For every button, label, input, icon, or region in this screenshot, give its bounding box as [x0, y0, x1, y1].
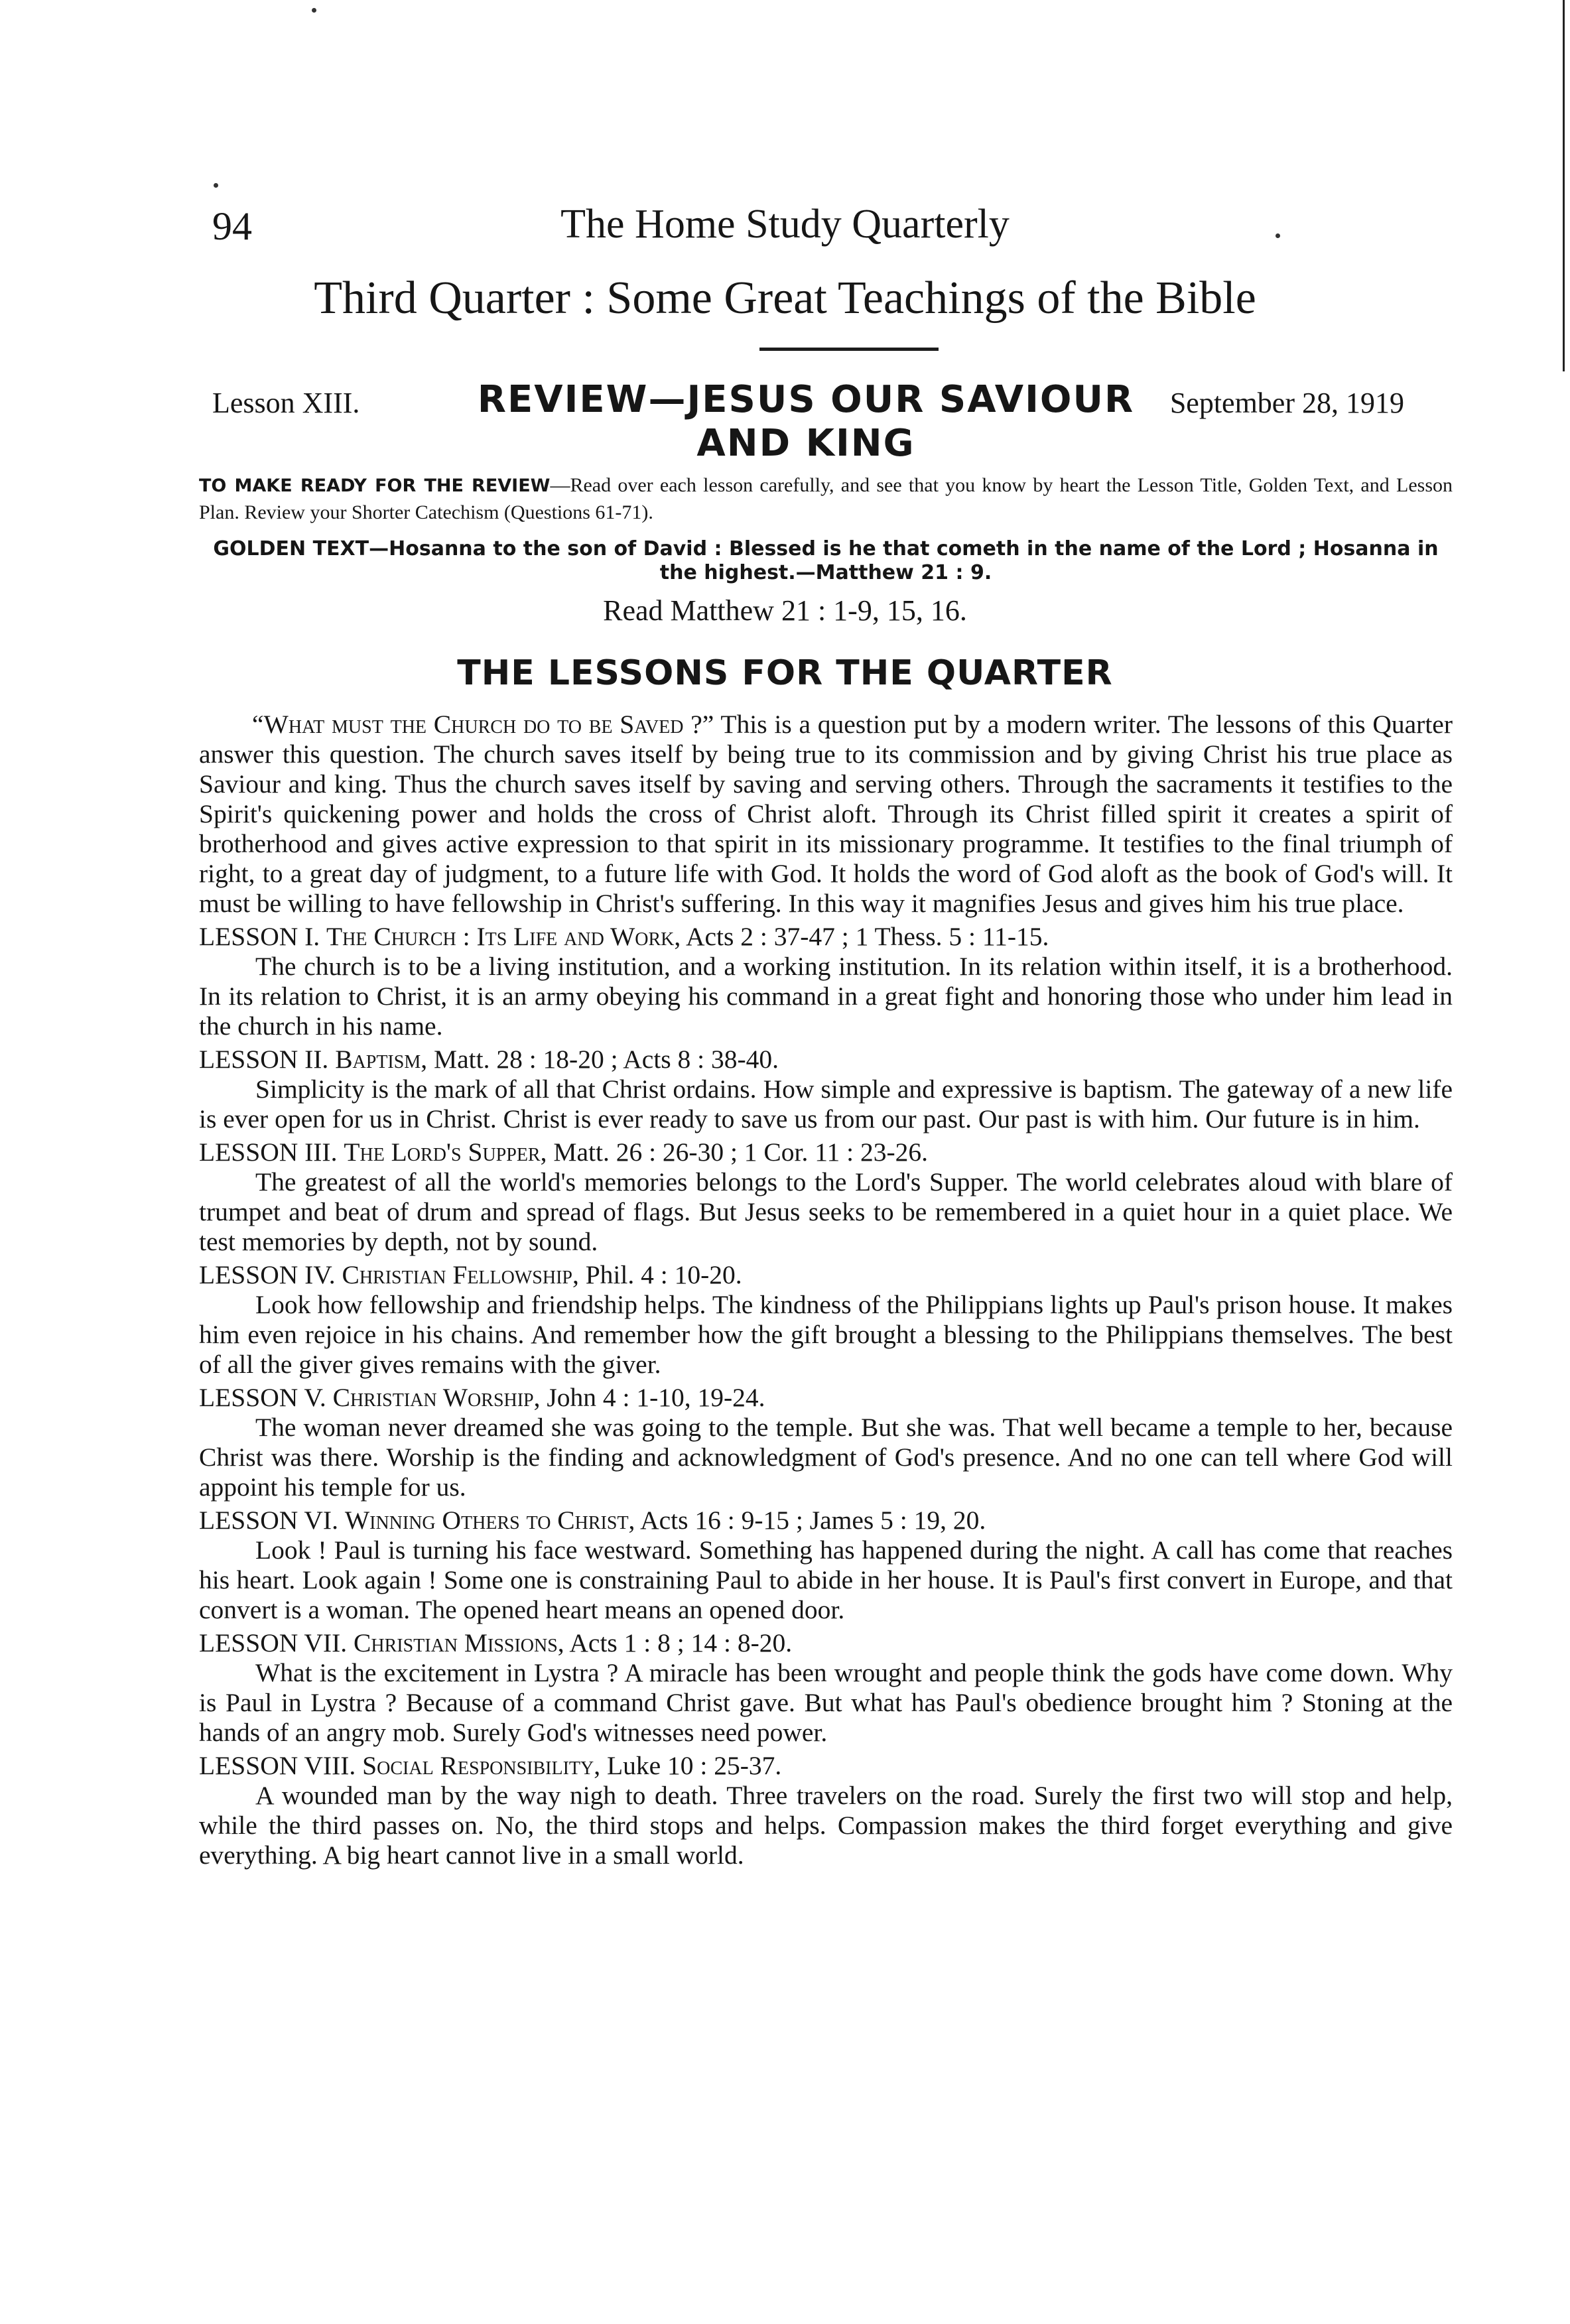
lesson-summary-text: The greatest of all the world's memories belongs to the Lord's Supper. The world celebrates aloud with blare of trumpet and beat of drum and spread of flags. But Jesus seeks to be remembered in a quiet hour in a quiet place. We test memories by depth, not by sound.	[199, 1167, 1453, 1256]
lesson-summary-topic: Winning Others to Christ,	[344, 1506, 635, 1535]
lesson-summary-number: LESSON III.	[199, 1137, 338, 1167]
lesson-number: Lesson XIII.	[212, 387, 360, 419]
lesson-summary-number: LESSON V.	[199, 1383, 326, 1412]
quarter-title: Third Quarter : Some Great Teachings of the Bible	[314, 273, 1256, 324]
lesson-summary-heading	[199, 922, 1453, 952]
golden-text	[199, 537, 1453, 585]
lesson-summary-text: The church is to be a living institution, and a working institution. In its relation within itself, it is a brotherhood. In its relation to Christ, it is an army obeying his command in a great fight and honoring those who under him lead in the church in his name.	[199, 952, 1453, 1041]
lesson-summary-heading	[199, 1506, 1453, 1535]
lesson-list	[199, 922, 1453, 1870]
intro-paragraph	[199, 710, 1453, 919]
golden-text-body: —Hosanna to the son of David : Blessed is he that cometh in the name of the Lord ; Hosanna in the highest.—Matthew 21 : 9.	[369, 537, 1439, 584]
journal-title: The Home Study Quarterly	[560, 202, 1010, 247]
lesson-summary-text: A wounded man by the way nigh to death. Three travelers on the road. Surely the first two will stop and help, while the third passes on. No, the third stops and helps. Compassion makes the third forget everything and give everything. A big heart cannot live in a small world.	[199, 1781, 1453, 1870]
lesson-summary-text: The woman never dreamed she was going to the temple. But she was. That well became a temple to her, because Christ was there. Worship is the finding and acknowledgment of God's presence. And no one can tell where God will appoint his temple for us.	[199, 1413, 1453, 1502]
lesson-title-line2: AND KING	[696, 422, 915, 465]
lesson-summary-reference: Matt. 26 : 26-30 ; 1 Cor. 11 : 23-26.	[547, 1137, 929, 1167]
intro-text: This is a question put by a modern writer. The lessons of this Quarter answer this question. The church saves itself by being true to its commission and by giving Christ his true place as Saviour and king. Thus the church saves itself by saving and serving others. Through the sacraments it testifies to the Spirit's quickening power and holds the cross of Christ aloft. Through its Christ filled spirit it creates a spirit of brotherhood and gives active expression to that spirit in its missionary programme. It testifies to the final triumph of right, to a great day of judgment, to a future life with God. It holds the word of God aloft as the book of God's will. It must be willing to have fellowship in Christ's suffering. In this way it magnifies Jesus and gives him his true place.	[199, 710, 1453, 918]
scripture-reading: Read Matthew 21 : 1-9, 15, 16.	[603, 594, 967, 627]
running-head	[0, 196, 1570, 255]
lesson-date: September 28, 1919	[1169, 387, 1404, 419]
lesson-summary-topic: Christian Missions,	[354, 1628, 564, 1657]
lesson-summary-number: LESSON VI.	[199, 1506, 338, 1535]
lesson-summary-number: LESSON VIII.	[199, 1751, 356, 1780]
page-number: 94	[212, 204, 252, 248]
lesson-title	[458, 378, 1154, 466]
lesson-summary-topic: The Church : Its Life and Work,	[326, 922, 681, 951]
lesson-summary-heading	[199, 1137, 1453, 1167]
intro-lead: “What must the Church do to be Saved ?”	[252, 710, 714, 739]
lesson-summary-number: LESSON II.	[199, 1045, 329, 1074]
review-instructions-label: TO MAKE READY FOR THE REVIEW	[199, 476, 551, 496]
lesson-header	[0, 378, 1570, 464]
lesson-summary-reference: Acts 16 : 9-15 ; James 5 : 19, 20.	[635, 1506, 986, 1535]
lesson-summary-number: LESSON IV.	[199, 1260, 336, 1289]
golden-text-label: GOLDEN TEXT	[213, 537, 369, 560]
lesson-summary-reference: Matt. 28 : 18-20 ; Acts 8 : 38-40.	[427, 1045, 779, 1074]
lesson-summary-text: Look ! Paul is turning his face westward. Something has happened during the night. A call has come that reaches his heart. Look again ! Some one is constraining Paul to abide in her house. It is Paul's first convert in Europe, and that convert is a woman. The opened heart means an opened door.	[199, 1535, 1453, 1624]
lesson-summary-number: LESSON VII.	[199, 1628, 348, 1657]
lesson-summary-reference: Luke 10 : 25-37.	[600, 1751, 782, 1780]
lesson-summary-heading	[199, 1751, 1453, 1781]
lesson-summary-heading	[199, 1628, 1453, 1658]
lesson-summary-text: Simplicity is the mark of all that Christ ordains. How simple and expressive is baptism. The gateway of a new life is ever open for us in Christ. Christ is ever ready to save us from our past. Our past is with him. Our future is in him.	[199, 1074, 1453, 1133]
section-title: THE LESSONS FOR THE QUARTER	[457, 653, 1113, 693]
review-instructions-text: —Read over each lesson carefully, and see that you know by heart the Lesson Title, Golden Text, and Lesson Plan. Review your Shorter Catechism (Questions 61-71).	[199, 474, 1453, 523]
lesson-summary-topic: Christian Worship,	[332, 1383, 541, 1412]
lesson-summary-text: What is the excitement in Lystra ? A miracle has been wrought and people think the gods have come down. Why is Paul in Lystra ? Because of a command Christ gave. But what has Paul's obedience brought him ? Stoning at the hands of an angry mob. Surely God's witnesses need power.	[199, 1658, 1453, 1747]
lesson-summary-reference: John 4 : 1-10, 19-24.	[540, 1383, 765, 1412]
scan-speck	[214, 183, 218, 188]
lesson-summary-reference: Phil. 4 : 10-20.	[578, 1260, 742, 1289]
scan-speck	[312, 8, 316, 13]
lesson-summary-heading	[199, 1045, 1453, 1074]
lesson-summary-heading	[199, 1260, 1453, 1290]
lesson-summary-topic: Christian Fellowship,	[342, 1260, 579, 1289]
lesson-summary-topic: Baptism,	[335, 1045, 428, 1074]
lessons-body	[199, 710, 1453, 1870]
title-rule	[759, 348, 939, 351]
lesson-summary-topic: Social Responsibility,	[362, 1751, 601, 1780]
lesson-summary-reference: Acts 2 : 37-47 ; 1 Thess. 5 : 11-15.	[681, 922, 1049, 951]
lesson-title-line1: REVIEW—JESUS OUR SAVIOUR	[477, 378, 1135, 421]
lesson-summary-text: Look how fellowship and friendship helps. The kindness of the Philippians lights up Paul's prison house. It makes him even rejoice in his chains. And remember how the gift brought a blessing to the Philippians themselves. The best of all the giver gives remains with the giver.	[199, 1290, 1453, 1379]
lesson-summary-heading	[199, 1383, 1453, 1413]
lesson-summary-topic: The Lord's Supper,	[344, 1137, 547, 1167]
lesson-summary-number: LESSON I.	[199, 922, 320, 951]
lesson-summary-reference: Acts 1 : 8 ; 14 : 8-20.	[564, 1628, 793, 1657]
review-instructions	[199, 472, 1453, 526]
